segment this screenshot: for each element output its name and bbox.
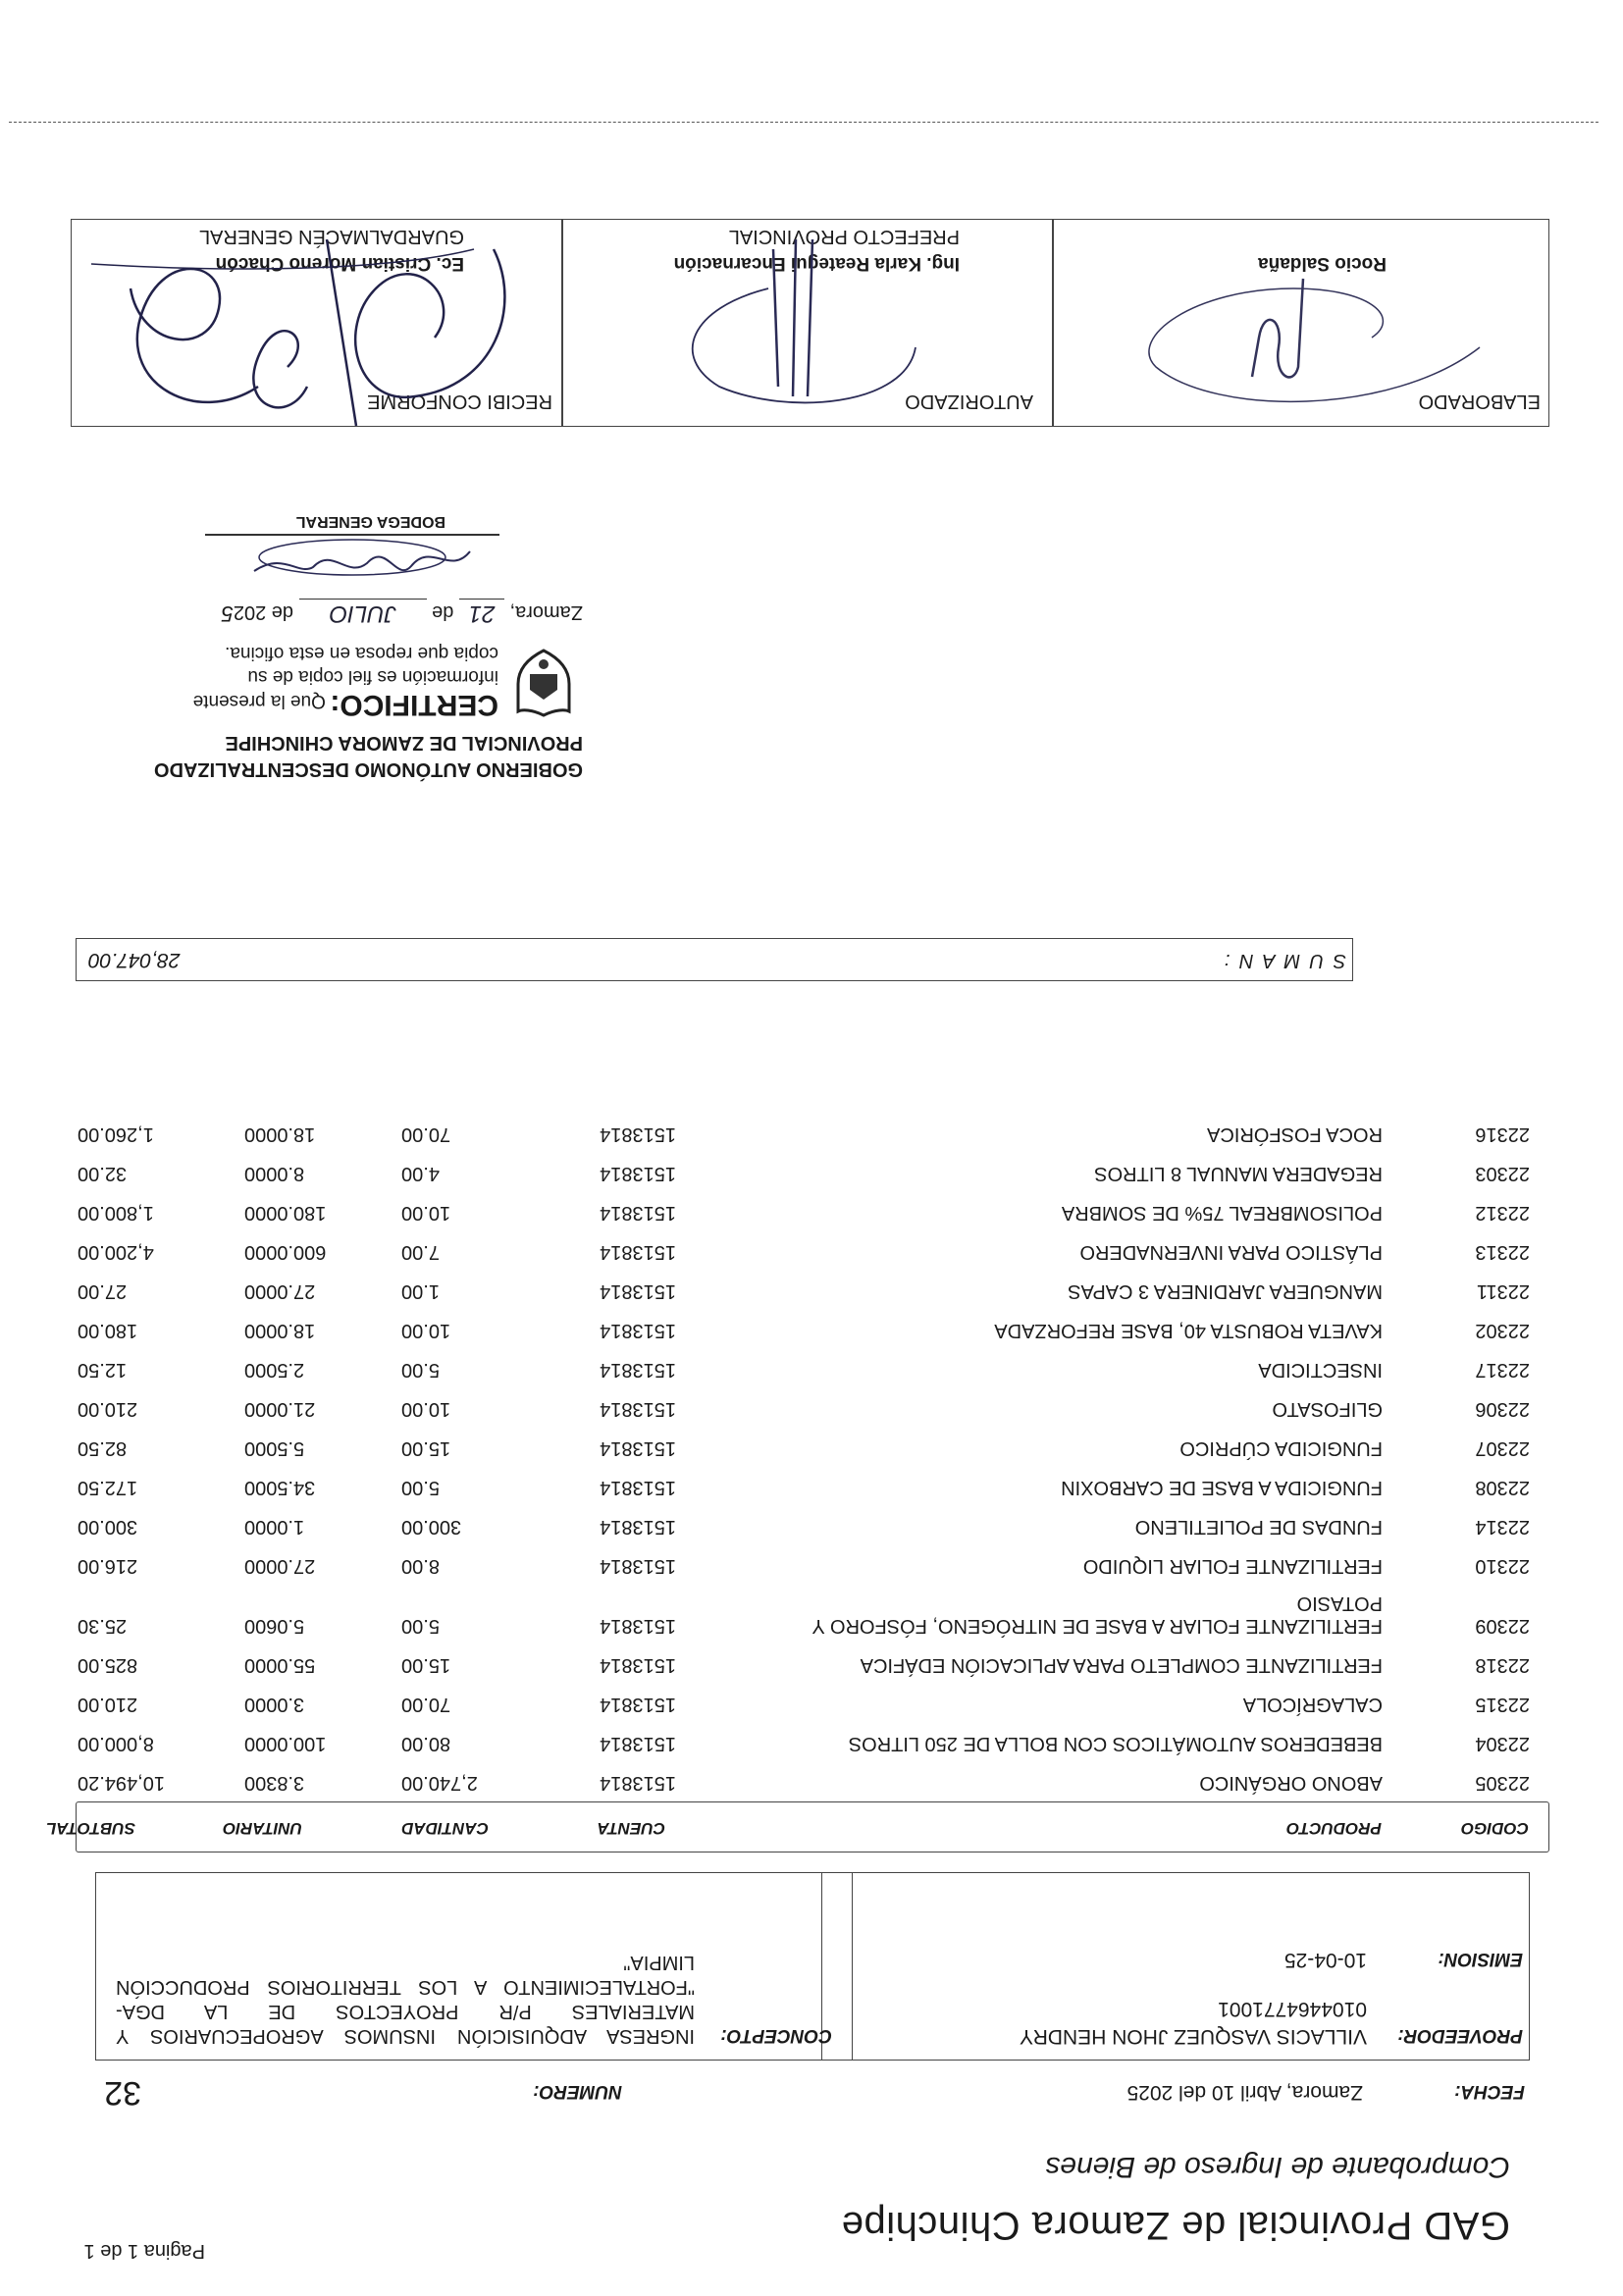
row-producto: FUNGICIDA A BASE DE CARBOXIN bbox=[1061, 1477, 1383, 1498]
elaborado-label: ELABORADO bbox=[1418, 391, 1541, 412]
row-producto: REGADERA MANUAL 8 LITROS bbox=[1094, 1163, 1383, 1184]
row-subtotal: 1,800.00 bbox=[78, 1202, 154, 1224]
table-row bbox=[78, 1389, 1530, 1420]
row-unitario: 55.0000 bbox=[244, 1654, 316, 1676]
cert-text1: Que la presente bbox=[192, 691, 326, 711]
row-producto: FUNGICIDA CÚPRICO bbox=[1179, 1437, 1383, 1459]
row-unitario: 2.5000 bbox=[244, 1359, 305, 1381]
row-cuenta: 1513814 bbox=[600, 1241, 676, 1263]
table-row bbox=[78, 1685, 1530, 1715]
row-cuenta: 1513814 bbox=[600, 1772, 676, 1794]
row-codigo: 22314 bbox=[1475, 1516, 1530, 1538]
table-header-box bbox=[46, 1801, 1549, 1852]
row-unitario: 27.0000 bbox=[244, 1555, 316, 1577]
table-row bbox=[78, 1429, 1530, 1459]
row-cuenta: 1513814 bbox=[600, 1516, 676, 1538]
recibi-role: GUARDALMACÉN GENERAL bbox=[198, 226, 464, 247]
proveedor-label: PROVEEDOR: bbox=[1397, 2025, 1523, 2046]
row-cuenta: 1513814 bbox=[600, 1654, 676, 1676]
cert-title: CERTIFICO: bbox=[330, 689, 498, 721]
suman-label: S U M A N : bbox=[1222, 950, 1346, 971]
row-unitario: 3.8300 bbox=[244, 1772, 305, 1794]
row-cuenta: 1513814 bbox=[600, 1733, 676, 1754]
signature-box-elaborado bbox=[1052, 219, 1549, 427]
row-cantidad: 2,740.00 bbox=[401, 1772, 478, 1794]
row-producto: ABONO ORGÁNICO bbox=[1199, 1772, 1383, 1794]
recibi-name: Ec. Cristian Moreno Chacón bbox=[215, 253, 464, 274]
proveedor-box bbox=[821, 1872, 1530, 2061]
row-codigo: 22304 bbox=[1475, 1733, 1530, 1754]
row-cantidad: 7.00 bbox=[401, 1241, 440, 1263]
row-producto: FERTILIZANTE COMPLETO PARA APLICACIÓN EDÁFICA bbox=[860, 1654, 1383, 1676]
cert-day: 21 bbox=[459, 599, 504, 627]
row-subtotal: 825.00 bbox=[78, 1654, 138, 1676]
fecha-value: Zamora, Abril 10 del 2025 bbox=[1126, 2081, 1363, 2104]
row-cantidad: 1.00 bbox=[401, 1280, 440, 1302]
col-cantidad: CANTIDAD bbox=[401, 1819, 489, 1838]
row-cuenta: 1513814 bbox=[600, 1477, 676, 1498]
cert-date-prefix: Zamora, bbox=[509, 601, 583, 623]
row-codigo: 22308 bbox=[1475, 1477, 1530, 1498]
proveedor-ruc: 0104464771001 bbox=[1218, 1998, 1367, 2020]
row-unitario: 18.0000 bbox=[244, 1320, 316, 1341]
row-subtotal: 216.00 bbox=[78, 1555, 138, 1577]
concepto-label: CONCEPTO: bbox=[720, 2025, 832, 2046]
elaborado-signature-icon bbox=[1097, 259, 1509, 406]
table-row bbox=[78, 1232, 1530, 1263]
row-unitario: 27.0000 bbox=[244, 1280, 316, 1302]
table-row bbox=[78, 1507, 1530, 1538]
row-producto: ROCA FOSFÓRICA bbox=[1207, 1123, 1383, 1145]
row-cantidad: 10.00 bbox=[401, 1398, 451, 1420]
table-row bbox=[78, 1763, 1530, 1794]
row-cantidad: 70.00 bbox=[401, 1123, 451, 1145]
col-unitario: UNITARIO bbox=[223, 1819, 302, 1838]
row-cantidad: 5.00 bbox=[401, 1477, 440, 1498]
document-title: GAD Provincial de Zamora Chinchipe bbox=[841, 2204, 1510, 2247]
row-unitario: 5.0600 bbox=[244, 1615, 305, 1637]
table-row bbox=[78, 1311, 1530, 1341]
row-producto: CALAGRÍCOLA bbox=[1242, 1694, 1383, 1715]
row-codigo: 22310 bbox=[1475, 1555, 1530, 1577]
row-codigo: 22312 bbox=[1475, 1202, 1530, 1224]
page-number: Pagina 1 de 1 bbox=[83, 2240, 205, 2262]
numero-value: 32 bbox=[104, 2074, 141, 2112]
autorizado-label: AUTORIZADO bbox=[905, 391, 1033, 412]
numero-label: NUMERO: bbox=[533, 2081, 622, 2102]
col-cuenta: CUENTA bbox=[597, 1819, 665, 1838]
row-subtotal: 180.00 bbox=[78, 1320, 138, 1341]
concepto-box bbox=[95, 1872, 853, 2061]
row-cantidad: 5.00 bbox=[401, 1359, 440, 1381]
certificado-stamp bbox=[73, 512, 583, 780]
row-producto: INSECTICIDA bbox=[1258, 1359, 1383, 1381]
row-codigo: 22315 bbox=[1475, 1694, 1530, 1715]
cert-org-line2: PROVINCIAL DE ZAMORA CHINCHIPE bbox=[225, 732, 583, 754]
row-unitario: 100.0000 bbox=[244, 1733, 327, 1754]
row-subtotal: 25.30 bbox=[78, 1615, 128, 1637]
emision-label: EMISION: bbox=[1438, 1949, 1523, 1969]
cert-text3: copia que reposa en esta oficina. bbox=[225, 643, 498, 663]
row-unitario: 180.0000 bbox=[244, 1202, 327, 1224]
bodega-signature-icon bbox=[244, 536, 480, 581]
row-producto: FUNDAS DE POLIETILENO bbox=[1134, 1516, 1383, 1538]
document-subtitle: Comprobante de Ingreso de Bienes bbox=[1045, 2151, 1510, 2183]
suman-box bbox=[76, 938, 1353, 981]
row-cuenta: 1513814 bbox=[600, 1437, 676, 1459]
cert-de1: de bbox=[432, 601, 454, 623]
row-unitario: 5.5000 bbox=[244, 1437, 305, 1459]
row-cuenta: 1513814 bbox=[600, 1280, 676, 1302]
row-codigo: 22305 bbox=[1475, 1772, 1530, 1794]
row-unitario: 1.0000 bbox=[244, 1516, 305, 1538]
row-unitario: 21.0000 bbox=[244, 1398, 316, 1420]
row-cuenta: 1513814 bbox=[600, 1694, 676, 1715]
row-codigo: 22311 bbox=[1476, 1280, 1530, 1302]
recibi-label: RECIBI CONFORME bbox=[367, 391, 552, 412]
emision-value: 10-04-25 bbox=[1283, 1949, 1367, 1971]
row-subtotal: 12.50 bbox=[78, 1359, 128, 1381]
row-subtotal: 210.00 bbox=[78, 1694, 138, 1715]
row-cantidad: 70.00 bbox=[401, 1694, 451, 1715]
row-unitario: 600.0000 bbox=[244, 1241, 327, 1263]
row-unitario: 34.5000 bbox=[244, 1477, 316, 1498]
row-cuenta: 1513814 bbox=[600, 1398, 676, 1420]
concepto-value: INGRESA ADQUISICIÓN INSUMOS AGROPECUARIOS Y MATERIALES P/R PROYECTOS DE LA DGA- "FORTALECIMIENTO A LOS TERRITORIOS PRODUCCIÓN LIMPIA" bbox=[116, 1952, 695, 2047]
row-subtotal: 82.50 bbox=[78, 1437, 128, 1459]
table-row bbox=[78, 1724, 1530, 1754]
row-cantidad: 10.00 bbox=[401, 1320, 451, 1341]
table-row bbox=[78, 1586, 1530, 1637]
row-codigo: 22302 bbox=[1475, 1320, 1530, 1341]
proveedor-value: VILLACIS VASQUEZ JHON HENDRY bbox=[1020, 2025, 1367, 2048]
row-subtotal: 1,260.00 bbox=[78, 1123, 154, 1145]
cert-de2: de 202 bbox=[233, 601, 294, 623]
row-producto: FERTILIZANTE FOLIAR A BASE DE NITRÓGENO, FÓSFORO Y POTASIO bbox=[812, 1592, 1383, 1637]
row-codigo: 22306 bbox=[1475, 1398, 1530, 1420]
fecha-label: FECHA: bbox=[1454, 2081, 1525, 2102]
row-subtotal: 32.00 bbox=[78, 1163, 128, 1184]
row-subtotal: 10,494.20 bbox=[78, 1772, 165, 1794]
row-cantidad: 15.00 bbox=[401, 1654, 451, 1676]
suman-value: 28,047.00 bbox=[88, 949, 181, 971]
row-unitario: 8.0000 bbox=[244, 1163, 305, 1184]
col-codigo: CODIGO bbox=[1461, 1819, 1529, 1838]
table-row bbox=[78, 1546, 1530, 1577]
autorizado-signature-icon bbox=[631, 230, 965, 426]
cert-date-line bbox=[73, 599, 583, 627]
row-producto: FERTILIZANTE FOLIAR LIQUIDO bbox=[1082, 1555, 1383, 1577]
row-producto: GLIFOSATO bbox=[1272, 1398, 1383, 1420]
table-row bbox=[78, 1115, 1530, 1145]
bodega-label: BODEGA GENERAL bbox=[295, 513, 445, 530]
cert-text2: información es fiel copia de su bbox=[247, 666, 498, 687]
row-subtotal: 172.50 bbox=[78, 1477, 138, 1498]
table-row bbox=[78, 1154, 1530, 1184]
row-cantidad: 15.00 bbox=[401, 1437, 451, 1459]
row-cuenta: 1513814 bbox=[600, 1123, 676, 1145]
cert-year-digit: 5 bbox=[221, 601, 234, 626]
row-cuenta: 1513814 bbox=[600, 1359, 676, 1381]
row-cantidad: 5.00 bbox=[401, 1615, 440, 1637]
row-subtotal: 27.00 bbox=[78, 1280, 128, 1302]
row-codigo: 22303 bbox=[1475, 1163, 1530, 1184]
row-codigo: 22316 bbox=[1475, 1123, 1530, 1145]
row-subtotal: 4,200.00 bbox=[78, 1241, 154, 1263]
cert-org-line1: GOBIERNO AUTÓNOMO DESCENTRALIZADO bbox=[153, 758, 583, 780]
recibi-signature-icon bbox=[81, 210, 552, 445]
row-producto: BEBEDEROS AUTOMÁTICOS CON BOLLA DE 250 LITROS bbox=[848, 1733, 1383, 1754]
col-producto: PRODUCTO bbox=[1286, 1819, 1382, 1838]
signature-box-autorizado bbox=[561, 219, 1054, 427]
col-subtotal: SUBTOTAL bbox=[46, 1819, 135, 1838]
table-row bbox=[78, 1350, 1530, 1381]
table-row bbox=[78, 1193, 1530, 1224]
row-producto: MANGUERA JARDINERA 3 CAPAS bbox=[1068, 1280, 1383, 1302]
row-cantidad: 300.00 bbox=[401, 1516, 462, 1538]
autorizado-role: PREFECTO PROVINCIAL bbox=[728, 226, 960, 247]
row-codigo: 22309 bbox=[1475, 1615, 1530, 1637]
coat-of-arms-icon bbox=[504, 645, 583, 721]
row-producto: KAVETA ROBUSTA 40, BASE REFORZADA bbox=[994, 1320, 1383, 1341]
row-producto: POLISOMBREAL 75% DE SOMBRA bbox=[1061, 1202, 1383, 1224]
cut-line bbox=[9, 122, 1598, 123]
row-producto: PLÁSTICO PARA INVERNADERO bbox=[1079, 1241, 1383, 1263]
row-codigo: 22317 bbox=[1475, 1359, 1530, 1381]
row-cuenta: 1513814 bbox=[600, 1202, 676, 1224]
row-subtotal: 300.00 bbox=[78, 1516, 138, 1538]
elaborado-name: Rocio Saldaña bbox=[1258, 253, 1387, 274]
row-cantidad: 10.00 bbox=[401, 1202, 451, 1224]
row-unitario: 18.0000 bbox=[244, 1123, 316, 1145]
table-row bbox=[78, 1645, 1530, 1676]
table-row bbox=[78, 1272, 1530, 1302]
row-cuenta: 1513814 bbox=[600, 1163, 676, 1184]
row-cantidad: 80.00 bbox=[401, 1733, 451, 1754]
row-cantidad: 8.00 bbox=[401, 1555, 440, 1577]
bodega-signature-line bbox=[205, 534, 499, 581]
row-codigo: 22307 bbox=[1475, 1437, 1530, 1459]
row-codigo: 22313 bbox=[1475, 1241, 1530, 1263]
signature-box-recibi bbox=[71, 219, 563, 427]
row-codigo: 22318 bbox=[1475, 1654, 1530, 1676]
row-subtotal: 8,000.00 bbox=[78, 1733, 154, 1754]
cert-month: JULIO bbox=[299, 599, 427, 627]
row-cuenta: 1513814 bbox=[600, 1555, 676, 1577]
row-subtotal: 210.00 bbox=[78, 1398, 138, 1420]
row-cuenta: 1513814 bbox=[600, 1320, 676, 1341]
row-cuenta: 1513814 bbox=[600, 1615, 676, 1637]
table-row bbox=[78, 1468, 1530, 1498]
autorizado-name: Ing. Karla Reategui Encarnación bbox=[673, 253, 960, 274]
row-unitario: 3.0000 bbox=[244, 1694, 305, 1715]
row-cantidad: 4.00 bbox=[401, 1163, 440, 1184]
